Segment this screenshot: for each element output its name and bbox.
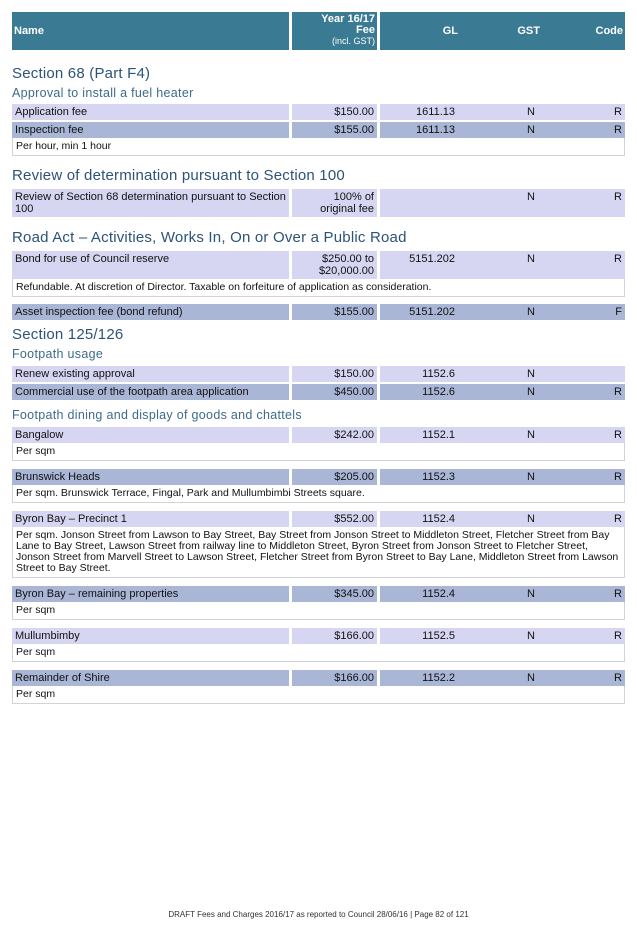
row-name: Inspection fee xyxy=(12,122,289,138)
table-row xyxy=(12,189,625,217)
row-code: R xyxy=(538,628,625,644)
row-fee: $166.00 xyxy=(292,628,377,644)
row-fee: $155.00 xyxy=(292,122,377,138)
row-gl: 1152.1 xyxy=(380,427,458,443)
row-fee: $242.00 xyxy=(292,427,377,443)
table-row xyxy=(12,384,625,400)
header-rest xyxy=(380,12,625,50)
row-code: R xyxy=(538,469,625,485)
section-title: Road Act – Activities, Works In, On or Over a Public Road xyxy=(12,229,407,246)
page-footer: DRAFT Fees and Charges 2016/17 as reported to Council 28/06/16 | Page 82 of 121 xyxy=(168,910,469,919)
row-gst: N xyxy=(458,104,538,120)
row-gl: 5151.202 xyxy=(380,304,458,320)
table-row xyxy=(12,427,625,443)
section-subtitle: Footpath usage xyxy=(12,347,104,361)
row-gst: N xyxy=(458,384,538,400)
row-code: R xyxy=(538,384,625,400)
table-row xyxy=(12,469,625,485)
row-fee xyxy=(292,251,377,279)
row-fee: $155.00 xyxy=(292,304,377,320)
table-header xyxy=(12,12,625,50)
table-row xyxy=(12,251,625,279)
row-gst: N xyxy=(458,304,538,320)
row-gl: 1152.4 xyxy=(380,586,458,602)
row-note: Per sqm xyxy=(12,602,625,620)
row-name: Bond for use of Council reserve xyxy=(12,251,289,279)
row-note: Per sqm xyxy=(12,644,625,662)
table-row xyxy=(12,628,625,644)
row-code: R xyxy=(538,104,625,120)
row-gl xyxy=(380,189,458,217)
row-note: Per sqm. Brunswick Terrace, Fingal, Park and Mullumbimbi Streets square. xyxy=(12,485,625,503)
row-name: Commercial use of the footpath area application xyxy=(12,384,289,400)
row-gl: 1152.3 xyxy=(380,469,458,485)
row-note: Refundable. At discretion of Director. Taxable on forfeiture of application as consideration. xyxy=(12,279,625,297)
row-gl: 1152.5 xyxy=(380,628,458,644)
row-name: Byron Bay – Precinct 1 xyxy=(12,511,289,527)
row-code: R xyxy=(538,122,625,138)
header-fee-line2: Fee xyxy=(356,24,375,36)
table-row xyxy=(12,586,625,602)
row-gst: N xyxy=(458,122,538,138)
table-row xyxy=(12,670,625,686)
row-note: Per sqm xyxy=(12,443,625,461)
row-gl: 1152.2 xyxy=(380,670,458,686)
row-name: Renew existing approval xyxy=(12,366,289,382)
section-title: Section 68 (Part F4) xyxy=(12,65,151,82)
section-title: Section 125/126 xyxy=(12,326,124,343)
row-code: R xyxy=(538,427,625,443)
table-row xyxy=(12,511,625,527)
row-fee xyxy=(292,189,377,217)
table-row xyxy=(12,104,625,120)
row-name: Mullumbimby xyxy=(12,628,289,644)
row-fee: $205.00 xyxy=(292,469,377,485)
header-name: Name xyxy=(12,12,289,50)
row-name: Brunswick Heads xyxy=(12,469,289,485)
header-gl: GL xyxy=(442,25,458,37)
row-fee-line2: original fee xyxy=(320,203,374,215)
row-gst: N xyxy=(458,469,538,485)
row-fee: $166.00 xyxy=(292,670,377,686)
row-gst: N xyxy=(458,511,538,527)
row-fee: $552.00 xyxy=(292,511,377,527)
row-fee: $345.00 xyxy=(292,586,377,602)
section-subtitle: Footpath dining and display of goods and chattels xyxy=(12,408,302,422)
row-note: Per sqm xyxy=(12,686,625,704)
row-fee-line1: 100% of xyxy=(333,191,374,203)
row-fee-line2: $20,000.00 xyxy=(318,265,374,277)
row-code: R xyxy=(538,586,625,602)
row-note: Per sqm. Jonson Street from Lawson to Bay Street, Bay Street from Jonson Street to Middleton Street, Fletcher Street from Bay Lane to Bay Street, Lawson Street from railway line to Middleton Street, Byron Street from Jonson Street to Fletcher Street, Jonson Street from Marvell Street to Lawson Street, Fletcher Street from Byron Street to Bay Lane, Middleton Street from Lawson Street to Bay Street. xyxy=(12,527,625,578)
row-gst: N xyxy=(458,628,538,644)
row-gst: N xyxy=(458,427,538,443)
header-fee xyxy=(292,12,377,50)
row-code: F xyxy=(538,304,625,320)
row-name: Remainder of Shire xyxy=(12,670,289,686)
row-gl: 1611.13 xyxy=(380,122,458,138)
fee-schedule-page xyxy=(12,12,625,704)
row-fee-line1: $250.00 to xyxy=(322,253,374,265)
row-fee: $150.00 xyxy=(292,104,377,120)
row-name: Byron Bay – remaining properties xyxy=(12,586,289,602)
row-fee: $450.00 xyxy=(292,384,377,400)
table-row xyxy=(12,366,625,382)
section-title: Review of determination pursuant to Section 100 xyxy=(12,167,345,184)
row-name: Review of Section 68 determination pursuant to Section 100 xyxy=(12,189,289,217)
row-gl: 5151.202 xyxy=(380,251,458,279)
row-name: Bangalow xyxy=(12,427,289,443)
row-gl: 1611.13 xyxy=(380,104,458,120)
row-gl: 1152.4 xyxy=(380,511,458,527)
row-gst: N xyxy=(458,586,538,602)
row-code: R xyxy=(538,670,625,686)
row-note: Per hour, min 1 hour xyxy=(12,138,625,156)
row-code xyxy=(538,366,625,382)
row-name: Asset inspection fee (bond refund) xyxy=(12,304,289,320)
row-code: R xyxy=(538,251,625,279)
row-gl: 1152.6 xyxy=(380,366,458,382)
section-subtitle: Approval to install a fuel heater xyxy=(12,86,194,100)
row-gst: N xyxy=(458,670,538,686)
row-gl: 1152.6 xyxy=(380,384,458,400)
row-gst: N xyxy=(458,251,538,279)
header-code: Code xyxy=(595,25,623,37)
header-fee-line1: Year 16/17 xyxy=(321,13,375,25)
row-code: R xyxy=(538,189,625,217)
row-code: R xyxy=(538,511,625,527)
row-gst: N xyxy=(458,366,538,382)
header-gst: GST xyxy=(517,25,540,37)
row-gst: N xyxy=(458,189,538,217)
header-fee-line3: (incl. GST) xyxy=(331,36,375,46)
table-row xyxy=(12,304,625,320)
row-fee: $150.00 xyxy=(292,366,377,382)
table-row xyxy=(12,122,625,138)
row-name: Application fee xyxy=(12,104,289,120)
